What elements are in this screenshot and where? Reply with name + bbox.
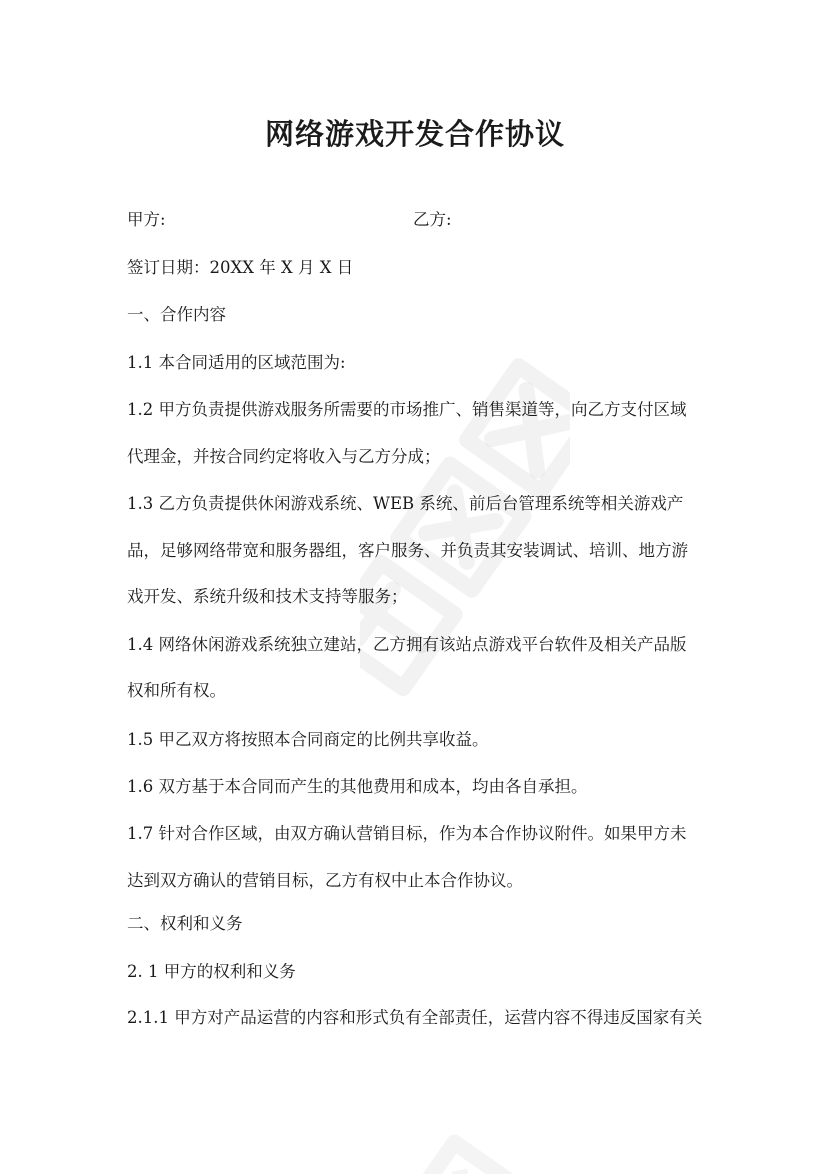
clause-1-4-cont: 权和所有权。 (127, 681, 226, 700)
section-heading-cooperation: 一、合作内容 (127, 305, 226, 324)
section-heading-rights: 二、权利和义务 (127, 914, 243, 933)
clause-1-1: 1.1 本合同适用的区域范围为: (127, 353, 346, 372)
subsection-2-1: 2. 1 甲方的权利和义务 (127, 962, 296, 981)
clause-1-3-cont-2: 戏开发、系统升级和技术支持等服务； (127, 587, 408, 606)
watermark-logo (360, 290, 570, 770)
clause-1-5: 1.5 甲乙双方将按照本合同商定的比例共享收益。 (127, 730, 489, 749)
clause-1-4: 1.4 网络休闲游戏系统独立建站，乙方拥有该站点游戏平台软件及相关产品版 (127, 635, 687, 654)
clause-1-7: 1.7 针对合作区域，由双方确认营销目标，作为本合作协议附件。如果甲方未 (127, 824, 687, 843)
party-b-label: 乙方: (413, 210, 452, 229)
document-title: 网络游戏开发合作协议 (264, 117, 565, 151)
clause-1-3-cont-1: 品，足够网络带宽和服务器组，客户服务、并负责其安装调试、培训、地方游 (127, 541, 688, 560)
party-a-label: 甲方: (127, 210, 166, 229)
sign-date: 签订日期：20XX 年 X 月 X 日 (127, 258, 354, 277)
clause-1-3: 1.3 乙方负责提供休闲游戏系统、WEB 系统、前后台管理系统等相关游戏产 (127, 494, 684, 513)
clause-1-6: 1.6 双方基于本合同而产生的其他费用和成本，均由各自承担。 (127, 777, 588, 796)
clause-1-7-cont: 达到双方确认的营销目标，乙方有权中止本合作协议。 (127, 871, 523, 890)
clause-1-2: 1.2 甲方负责提供游戏服务所需要的市场推广、销售渠道等，向乙方支付区域 (127, 400, 687, 419)
clause-2-1-1: 2.1.1 甲方对产品运营的内容和形式负有全部责任，运营内容不得违反国家有关 (127, 1008, 703, 1027)
clause-1-2-cont: 代理金，并按合同约定将收入与乙方分成； (127, 447, 441, 466)
watermark-logo-partial (370, 1080, 570, 1174)
